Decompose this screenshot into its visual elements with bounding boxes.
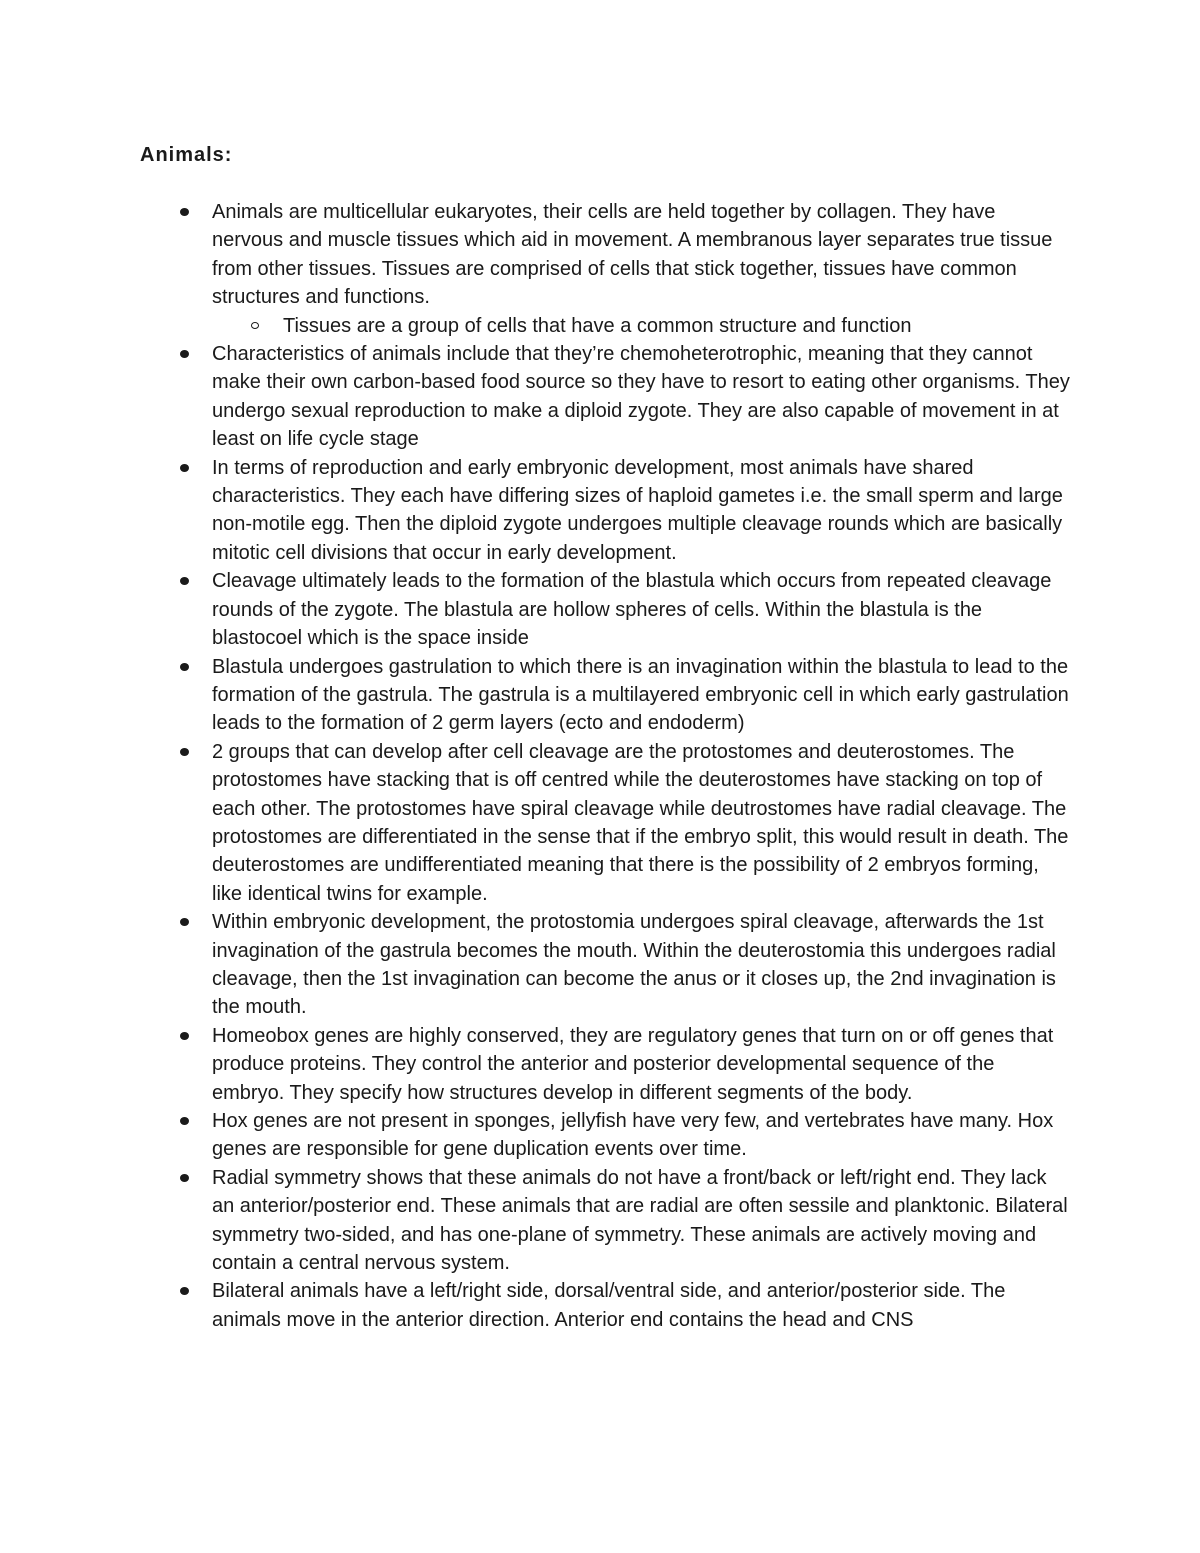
list-item: [212, 454, 1072, 568]
bullet-icon: [180, 208, 189, 216]
bullet-icon: [180, 464, 189, 472]
list-item: [212, 198, 1072, 340]
list-item: [212, 738, 1072, 908]
list-item-text: Bilateral animals have a left/right side, dorsal/ventral side, and anterior/posterior side. The animals move in the anterior direction. Anterior end contains the head and CNS: [212, 1280, 1006, 1331]
list-item-text: Radial symmetry shows that these animals do not have a front/back or left/right end. They lack an anterior/posterior end. These animals that are radial are often sessile and planktonic. Bilateral symmetry two-sided, and has one-plane of symmetry. These animals are actively moving and contain a central nervous system.: [212, 1166, 1068, 1275]
list-item-text: Homeobox genes are highly conserved, they are regulatory genes that turn on or off genes that produce proteins. They control the anterior and posterior developmental sequence of the embryo. They specify how structures develop in different segments of the body.: [212, 1024, 1054, 1104]
list-item: [212, 567, 1072, 652]
list-item-text: 2 groups that can develop after cell cleavage are the protostomes and deuterostomes. The protostomes have stacking that is off centred while the deuterostomes have stacking on top of each other. The protostomes have spiral cleavage while deutrostomes have radial cleavage. The protostomes are differentiated in the sense that if the embryo split, this would result in death. The deuterostomes are undifferentiated meaning that there is the possibility of 2 embryos forming, like identical twins for example.: [212, 740, 1069, 905]
bullet-icon: [180, 663, 189, 671]
list-item: [212, 908, 1072, 1022]
list-item-text: Characteristics of animals include that they’re chemoheterotrophic, meaning that they cannot make their own carbon-based food source so they have to resort to eating other organisms. They undergo sexual reproduction to make a diploid zygote. They are also capable of movement in at least on life cycle stage: [212, 343, 1070, 451]
bullet-icon: [180, 577, 189, 585]
bullet-icon: [180, 1174, 189, 1182]
list-item-text: Blastula undergoes gastrulation to which there is an invagination within the blastula to lead to the formation of the gastrula. The gastrula is a multilayered embryonic cell in which early gastrulation leads to the formation of 2 germ layers (ecto and endoderm): [212, 655, 1069, 735]
sub-list-item-text: Tissues are a group of cells that have a common structure and function: [283, 314, 912, 337]
bullet-icon: [180, 1117, 189, 1125]
list-item: [212, 1107, 1072, 1164]
list-item: [212, 653, 1072, 738]
bullet-icon: [180, 748, 189, 756]
list-item: [212, 1277, 1072, 1334]
list-item: [212, 340, 1072, 454]
list-item-text: Animals are multicellular eukaryotes, their cells are held together by collagen. They have nervous and muscle tissues which aid in movement. A membranous layer separates true tissue from other tissues. Tissues are comprised of cells that stick together, tissues have common structures and functions.: [212, 201, 1053, 309]
list-item-text: In terms of reproduction and early embryonic development, most animals have shared characteristics. They each have differing sizes of haploid gametes i.e. the small sperm and large non-motile egg. Then the diploid zygote undergoes multiple cleavage rounds which are basically mitotic cell divisions that occur in early development.: [212, 456, 1063, 564]
list-item: [212, 1022, 1072, 1107]
sub-list-item: [283, 312, 1072, 340]
list-item: [212, 1164, 1072, 1278]
list-item-text: Cleavage ultimately leads to the formation of the blastula which occurs from repeated cleavage rounds of the zygote. The blastula are hollow spheres of cells. Within the blastula is the blastocoel which is the space inside: [212, 570, 1052, 650]
bullet-icon: [180, 350, 189, 358]
bullet-icon: [180, 918, 189, 926]
bullet-icon: [180, 1032, 189, 1040]
page-title: Animals:: [140, 144, 233, 166]
notes-list: [212, 198, 1072, 1334]
sub-list: [212, 312, 1072, 340]
list-item-text: Within embryonic development, the protostomia undergoes spiral cleavage, afterwards the 1st invagination of the gastrula becomes the mouth. Within the deuterostomia this undergoes radial cleavage, then the 1st invagination can become the anus or it closes up, the 2nd invagination is the mouth.: [212, 911, 1056, 1019]
bullet-icon: [180, 1287, 189, 1295]
list-item-text: Hox genes are not present in sponges, jellyfish have very few, and vertebrates have many. Hox genes are responsible for gene duplication events over time.: [212, 1110, 1054, 1161]
hollow-bullet-icon: [251, 322, 259, 329]
